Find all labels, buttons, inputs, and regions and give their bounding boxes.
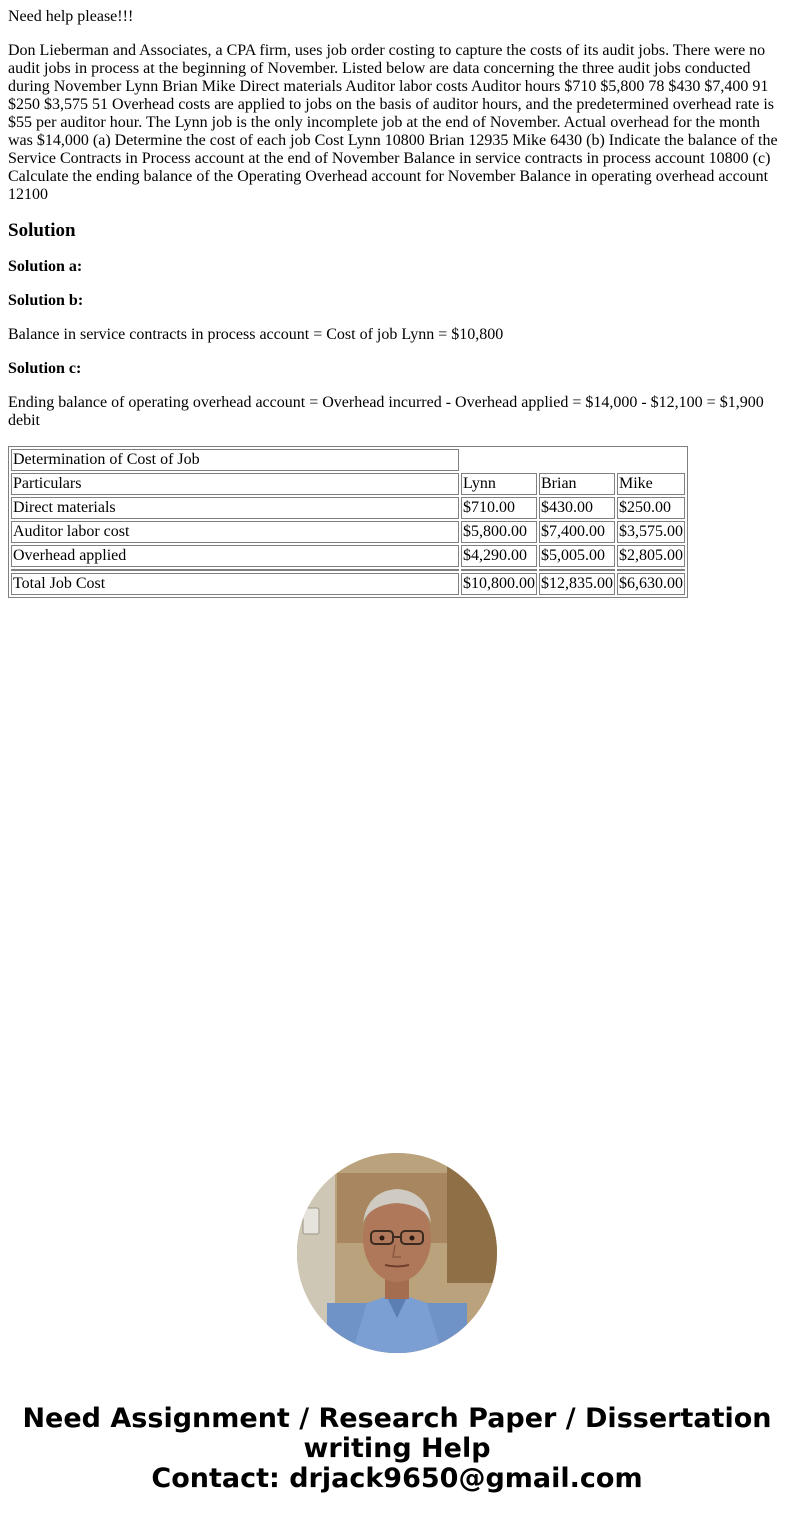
- header-brian: Brian: [539, 473, 615, 495]
- table-title-row: [11, 449, 685, 471]
- row-value-brian: $430.00: [539, 497, 615, 519]
- tutor-portrait-image: [297, 1153, 497, 1353]
- table-header-row: [11, 473, 685, 495]
- separator-cell: [617, 569, 685, 571]
- row-value-brian: $7,400.00: [539, 521, 615, 543]
- job-cost-table: [8, 446, 688, 598]
- table-row: [11, 521, 685, 543]
- promo-line-1: Need Assignment / Research Paper / Dissertation: [22, 1403, 772, 1434]
- header-mike: Mike: [617, 473, 685, 495]
- table-row: [11, 497, 685, 519]
- promo-line-2: writing Help: [303, 1433, 491, 1464]
- question-body: Don Lieberman and Associates, a CPA firm, uses job order costing to capture the costs of its audit jobs. There were no audit jobs in process at the beginning of November. Listed below are data concerning the three audit jobs conducted during November Lynn Brian Mike Direct materials Auditor labor costs Auditor hours $710 $5,800 78 $430 $7,400 91 $250 $3,575 51 Overhead costs are applied to jobs on the basis of auditor hours, and the predetermined overhead rate is $55 per auditor hour. The Lynn job is the only incomplete job at the end of November. Actual overhead for the month was $14,000 (a) Determine the cost of each job Cost Lynn 10800 Brian 12935 Mike 6430 (b) Indicate the balance of the Service Contracts in Process account at the end of November Balance in service contracts in process account 10800 (c) Calculate the ending balance of the Operating Overhead account for November Balance in operating overhead account 12100: [8, 42, 778, 203]
- promo-line-3: Contact: drjack9650@gmail.com: [151, 1463, 643, 1494]
- solution-heading: Solution: [8, 220, 76, 241]
- promo-section: [0, 1153, 794, 1494]
- row-value-lynn: $710.00: [461, 497, 537, 519]
- solution-b-text: Balance in service contracts in process account = Cost of job Lynn = $10,800: [8, 326, 504, 343]
- question-header: Need help please!!!: [8, 8, 134, 25]
- table-total-row: [11, 573, 685, 595]
- table-title: Determination of Cost of Job: [11, 449, 459, 471]
- total-label: Total Job Cost: [11, 573, 459, 595]
- row-label: Direct materials: [11, 497, 459, 519]
- table-row: [11, 545, 685, 567]
- row-label: Auditor labor cost: [11, 521, 459, 543]
- row-value-mike: $250.00: [617, 497, 685, 519]
- row-value-brian: $5,005.00: [539, 545, 615, 567]
- header-particulars: Particulars: [11, 473, 459, 495]
- solution-b-heading: Solution b:: [8, 292, 84, 309]
- main-content: [8, 8, 782, 598]
- solution-a-heading: Solution a:: [8, 258, 83, 275]
- separator-cell: [11, 569, 459, 571]
- row-value-mike: $2,805.00: [617, 545, 685, 567]
- header-lynn: Lynn: [461, 473, 537, 495]
- separator-cell: [461, 569, 537, 571]
- total-value-lynn: $10,800.00: [461, 573, 537, 595]
- separator-cell: [539, 569, 615, 571]
- avatar: [297, 1153, 497, 1353]
- row-value-lynn: $4,290.00: [461, 545, 537, 567]
- row-value-lynn: $5,800.00: [461, 521, 537, 543]
- promo-text: [0, 1404, 794, 1494]
- row-label: Overhead applied: [11, 545, 459, 567]
- row-value-mike: $3,575.00: [617, 521, 685, 543]
- table-title-spacer: [461, 449, 685, 471]
- table-separator-row: [11, 569, 685, 571]
- total-value-mike: $6,630.00: [617, 573, 685, 595]
- solution-c-text: Ending balance of operating overhead account = Overhead incurred - Overhead applied = $14,000 - $12,100 = $1,900 debit: [8, 394, 764, 429]
- total-value-brian: $12,835.00: [539, 573, 615, 595]
- solution-c-heading: Solution c:: [8, 360, 82, 377]
